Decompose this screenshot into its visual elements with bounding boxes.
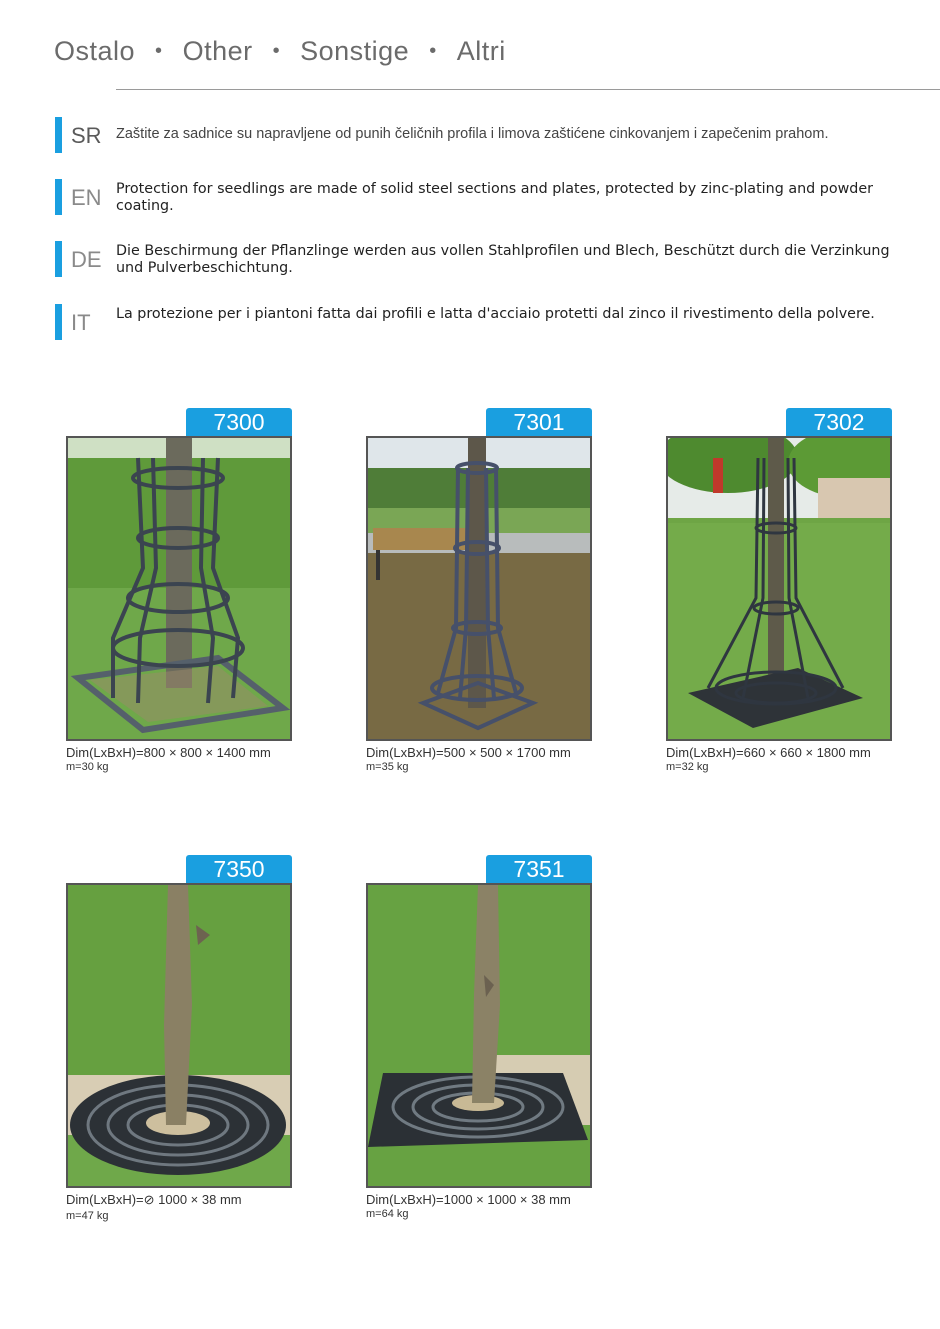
page-header — [54, 36, 506, 67]
product-mass: m=64 kg — [366, 1208, 409, 1220]
square-tree-grate-photo-icon — [368, 885, 590, 1186]
lang-text: Die Beschirmung der Pflanzlinge werden aus vollen Stahlprofilen und Blech, Beschützt durch die Verzinkung und Pulverbeschichtung. — [116, 243, 890, 276]
header-separator: • — [272, 40, 281, 62]
product-dimensions: Dim(LxBxH)=500 × 500 × 1700 mm — [366, 745, 571, 760]
round-tree-grate-photo-icon — [68, 885, 290, 1186]
lang-marker — [55, 179, 62, 215]
header-separator: • — [429, 40, 437, 62]
product-code-badge: 7300 — [186, 408, 292, 437]
product-mass: m=32 kg — [666, 761, 709, 773]
header-title-de: Sonstige — [300, 36, 410, 66]
product-photo — [66, 883, 292, 1188]
lang-code: SR — [71, 123, 102, 148]
lang-marker — [55, 304, 62, 340]
header-divider — [116, 89, 940, 90]
tree-guard-flared-photo-icon — [68, 438, 290, 739]
product-code-badge: 7350 — [186, 855, 292, 884]
product-dimensions: Dim(LxBxH)=⊘ 1000 × 38 mm — [66, 1192, 242, 1207]
lang-marker — [55, 241, 62, 277]
product-dimensions: Dim(LxBxH)=660 × 660 × 1800 mm — [666, 745, 871, 760]
lang-code: EN — [71, 185, 102, 210]
lang-code: IT — [71, 310, 91, 335]
lang-marker — [55, 117, 62, 153]
product-photo — [66, 436, 292, 741]
product-photo — [366, 436, 592, 741]
lang-code: DE — [71, 247, 102, 272]
tree-guard-tall-photo-icon — [368, 438, 590, 739]
header-title-sr: Ostalo — [54, 36, 136, 66]
product-photo — [366, 883, 592, 1188]
header-separator: • — [155, 40, 163, 62]
lang-text: La protezione per i piantoni fatta dai profili e latta d'acciaio protetti dal zinco il rivestimento della polvere. — [116, 306, 875, 322]
header-title-en: Other — [182, 36, 253, 66]
product-code-badge: 7302 — [786, 408, 892, 437]
lang-text: Protection for seedlings are made of solid steel sections and plates, protected by zinc-plating and powder coating. — [116, 181, 874, 214]
product-code-badge: 7301 — [486, 408, 592, 437]
product-mass: m=35 kg — [366, 761, 409, 773]
product-photo — [666, 436, 892, 741]
product-code-badge: 7351 — [486, 855, 592, 884]
product-dimensions: Dim(LxBxH)=1000 × 1000 × 38 mm — [366, 1192, 571, 1207]
tree-guard-tower-photo-icon — [668, 438, 890, 739]
product-mass: m=47 kg — [66, 1210, 109, 1222]
product-dimensions: Dim(LxBxH)=800 × 800 × 1400 mm — [66, 745, 271, 760]
product-mass: m=30 kg — [66, 761, 109, 773]
lang-text: Zaštite za sadnice su napravljene od punih čeličnih profila i limova zaštićene cinkovanjem i zapečenim prahom. — [116, 126, 829, 142]
header-title-it: Altri — [456, 36, 506, 66]
